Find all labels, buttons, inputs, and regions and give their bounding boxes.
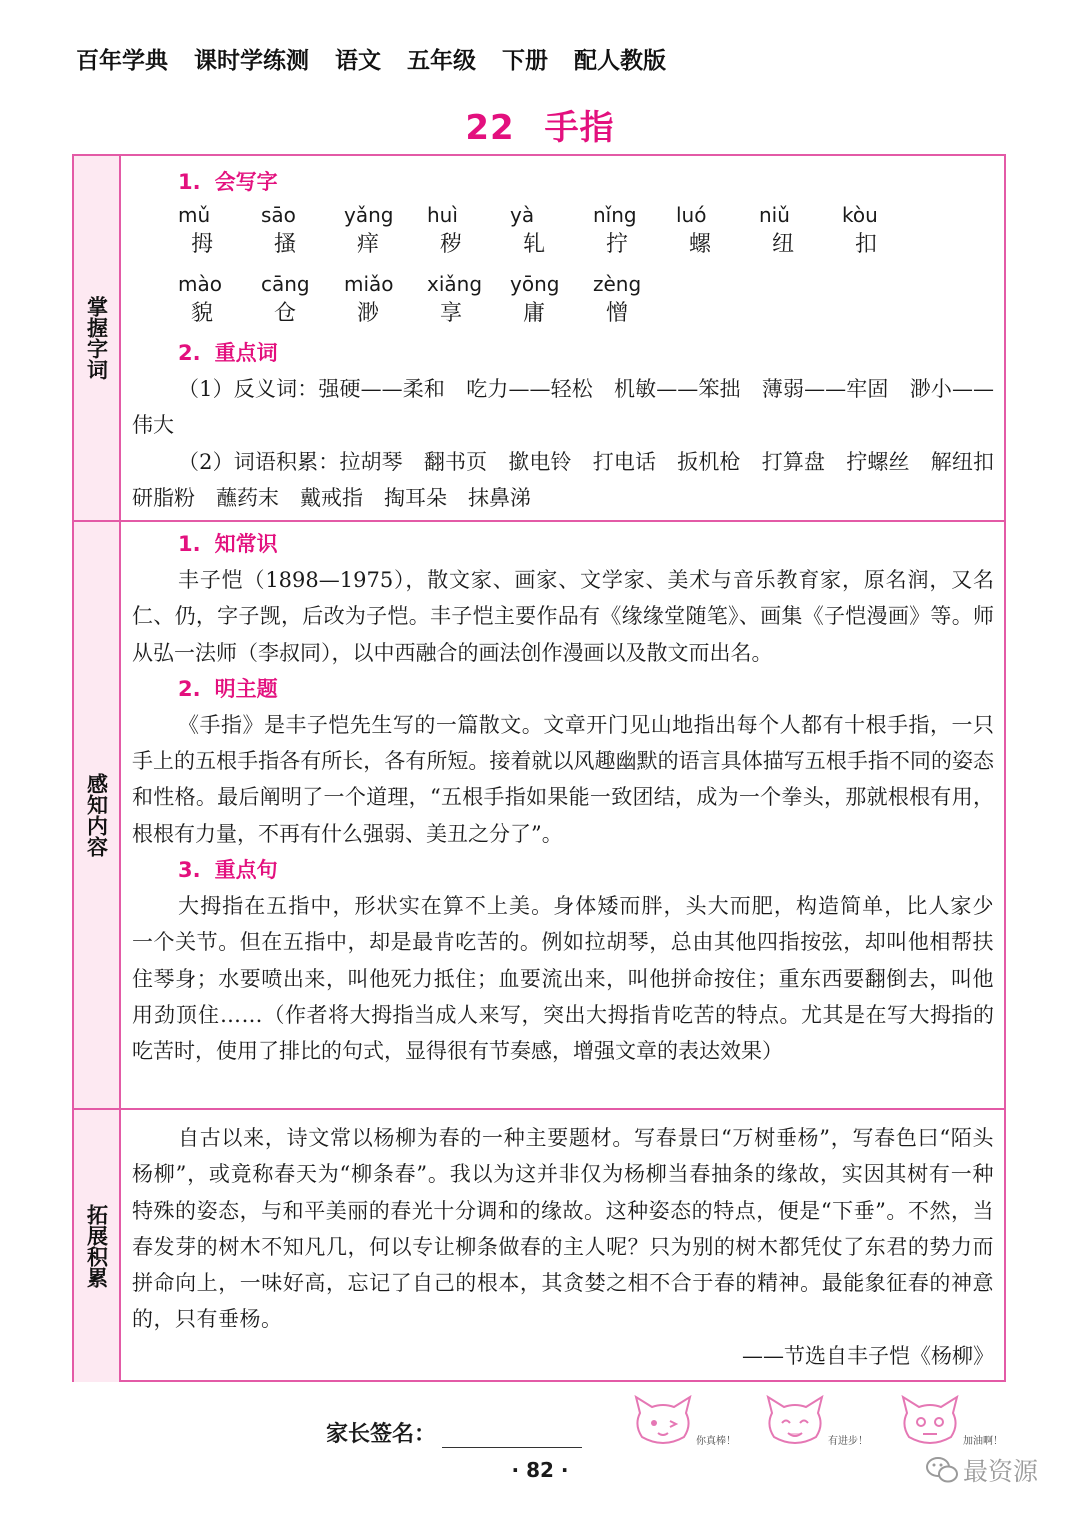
pinyin: niǔ [759,203,790,227]
section-label [74,522,121,1108]
section-content [132,156,1015,520]
hanzi: 貌 [191,301,214,326]
antonyms-paragraph: （1）反义词：强硬——柔和 吃力——轻松 机敏——笨拙 薄弱——牢固 渺小——伟大 [132,377,994,438]
page-header [76,38,666,78]
cat-face-icon [895,1393,965,1449]
cat-face-icon [760,1393,830,1449]
hanzi: 搔 [274,232,297,257]
subheading-number: 1. [178,170,201,194]
subheading-text: 会写字 [214,170,278,194]
extension-paragraph: 自古以来，诗文常以杨柳为春的一种主要题材。写春景曰“万树垂杨”，写春色曰“陌头杨柳”，或竟称春天为“柳条春”。我以为这并非仅为杨柳当春抽条的缘故，实因其树有一种特殊的姿态，与和平美丽的春光十分调和的缘故。这种姿态的特点，便是“下垂”。不然，当春发芽的树木不知凡几，何以专让柳条做春的主人呢？只为别的树木都凭仗了东君的势力而拼命向上，一味好高，忘记了自己的根本，其贪婪之相不合于春的精神。最能象征春的神意的，只有垂杨。 [132,1126,994,1332]
hanzi: 庸 [523,301,546,326]
hanzi: 痒 [357,232,380,257]
hanzi: 秽 [440,232,463,257]
sticker-cheer [895,1393,1005,1453]
subheading [132,164,994,200]
signature-label: 家长签名： [326,1422,437,1447]
pinyin: kòu [842,203,878,227]
header-item: 课时学练测 [194,47,309,74]
char-cell [676,200,759,266]
lesson-title [0,100,1080,149]
hanzi: 渺 [357,301,380,326]
pinyin: yōng [510,272,560,296]
word-accumulation-paragraph: （2）词语积累：拉胡琴 翻书页 撳电铃 打电话 扳机枪 打算盘 拧螺丝 解纽扣 研脂粉 蘸药末 戴戒指 掏耳朵 抹鼻涕 [132,449,1015,510]
section-extension [74,1110,1004,1382]
section-label [74,156,121,520]
char-cell [427,200,510,266]
key-sentence-paragraph [132,888,994,1069]
header-item: 百年学典 [76,47,168,74]
cat-face-icon [628,1393,698,1449]
pinyin: mǔ [178,203,211,227]
char-cell [593,269,676,335]
section-label-text: 拓展积累 [84,1204,109,1288]
char-row-1 [132,200,994,266]
section-content [132,1110,994,1382]
char-cell [261,200,344,266]
wechat-icon [925,1456,959,1484]
pinyin: sāo [261,203,296,227]
watermark [925,1452,1038,1488]
header-item: 五年级 [407,47,476,74]
section-label [74,1110,121,1382]
section-vocabulary [74,156,1015,522]
pinyin: cāng [261,272,310,296]
pinyin: yǎng [344,203,394,227]
pinyin: xiǎng [427,272,483,296]
section-content [132,522,994,1108]
char-cell [427,269,510,335]
sticker-progress [760,1393,870,1453]
pinyin: miǎo [344,272,394,296]
hanzi: 轧 [523,232,546,257]
char-cell [344,200,427,266]
char-cell [344,269,427,335]
char-cell [759,200,842,266]
hanzi: 拇 [191,232,214,257]
subheading [132,671,994,707]
pinyin: zèng [593,272,642,296]
subheading-text: 重点句 [214,858,278,883]
pinyin: mào [178,272,222,296]
lesson-number: 22 [465,108,515,148]
subheading-number: 3. [178,858,201,883]
hanzi: 憎 [606,301,629,326]
char-cell [842,200,925,266]
subheading-number: 1. [178,532,201,556]
knowledge-paragraph: 丰子恺（1898—1975），散文家、画家、文学家、美术与音乐教育家，原名润，又名仁、仍，字子觊，后改为子恺。丰子恺主要作品有《缘缘堂随笔》、画集《子恺漫画》等。师从弘一法师（李叔同），以中西融合的画法创作漫画以及散文而出名。 [132,568,994,665]
page-number: · 82 · [511,1458,569,1482]
subheading [132,526,994,562]
subheading-number: 2. [178,341,201,365]
char-cell [261,269,344,335]
key-sentence-quote: 大拇指在五指中，形状实在算不上美。身体矮而胖，头大而肥，构造简单，比人家少一个关节。但在五指中，却是最肯吃苦的。例如拉胡琴，总由其他四指按弦，却叫他相帮扶住琴身；水要喷出来，叫他死力抵住；血要流出来，叫他拼命按住；重东西要翻倒去，叫他用劲顶住…… [132,894,994,1027]
section-understanding [74,522,1004,1110]
subheading-text: 重点词 [214,341,278,365]
lesson-name: 手指 [544,108,615,148]
hanzi: 享 [440,301,463,326]
sticker-great [628,1393,738,1453]
section-label-text: 掌握字词 [84,296,109,380]
subheading-text: 明主题 [214,676,278,701]
hanzi: 仓 [274,301,297,326]
header-item: 配人教版 [574,47,666,74]
section-label-text: 感知内容 [84,773,109,857]
pinyin: huì [427,203,458,227]
theme-paragraph: 《手指》是丰子恺先生写的一篇散文。文章开门见山地指出每个人都有十根手指，一只手上的五根手指各有所长，各有所短。接着就以风趣幽默的语言具体描写五根手指不同的姿态和性格。最后阐明了一个道理，“五根手指如果能一致团结，成为一个拳头，那就根根有用，根根有力量，不再有什么强弱、美丑之分了”。 [132,712,994,846]
char-cell [178,269,261,335]
char-cell [178,200,261,266]
content-table [72,154,1015,1382]
parent-signature [326,1417,582,1448]
char-cell [510,269,593,335]
subheading [132,852,994,888]
header-item: 下册 [502,47,548,74]
subheading-text: 知常识 [214,532,278,556]
subheading [132,335,994,371]
extension-source: ——节选自丰子恺《杨柳》 [742,1343,994,1368]
watermark-text: 最资源 [963,1457,1039,1486]
key-sentence-comment: （作者将大拇指当成人来写，突出大拇指肯吃苦的特点。尤其是在写大拇指的吃苦时，使用了排比的句式，显得很有节奏感，增强文章的表达效果） [132,1002,994,1064]
char-row-2 [132,269,994,335]
pinyin: yà [510,203,535,227]
subheading-number: 2. [178,676,201,701]
pinyin: luó [676,203,707,227]
char-cell [510,200,593,266]
char-cell [593,200,676,266]
sticker-caption: 加油啊！ [963,1436,1003,1447]
header-item: 语文 [335,47,381,74]
pinyin: nǐng [593,203,637,227]
hanzi: 纽 [772,232,795,257]
hanzi: 螺 [689,232,712,257]
hanzi: 拧 [606,232,629,257]
sticker-caption: 你真棒！ [696,1436,736,1447]
hanzi: 扣 [855,232,878,257]
signature-field[interactable] [442,1421,582,1448]
sticker-caption: 有进步！ [828,1436,868,1447]
